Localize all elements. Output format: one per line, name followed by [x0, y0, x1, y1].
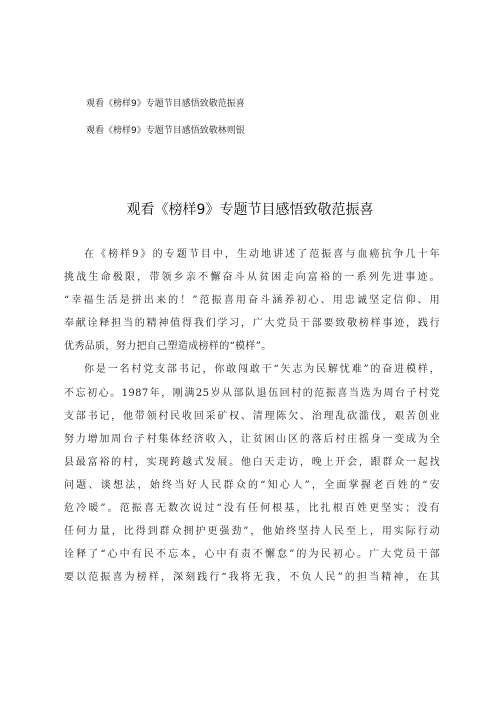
toc-item-2[interactable]: 观看《榜样9》专题节目感悟致敬林则银	[86, 126, 245, 136]
paragraph-line: 优秀品质，努力把自己塑造成榜样的“模样”。	[64, 341, 272, 353]
paragraph-line: 在《榜样9》的专题节目中，生动地讲述了范振喜与血癌抗争几十年	[84, 249, 440, 260]
paragraph-line: 不忘初心。1987年，刚满25岁从部队退伍回村的范振喜当选为周台子村党	[64, 387, 440, 399]
paragraph-line: 你是一名村党支部书记，你敢闯敢干“矢志为民解忧难”的奋进模样，	[84, 364, 440, 376]
document-body	[64, 243, 440, 589]
paragraph-line: 挑战生命极限，带领乡亲不懈奋斗从贫困走向富裕的一系列先进事迹。	[64, 272, 440, 284]
paragraph-line: “幸福生活是拼出来的！”范振喜用奋斗涵养初心、用忠诚坚定信仰、用	[64, 295, 440, 307]
paragraph-line: 努力增加周台子村集体经济收入，让贫困山区的落后村庄摇身一变成为全	[64, 433, 440, 445]
paragraph-line: 问题、谈想法，始终当好人民群众的“知心人”，全面掌握老百姓的“安	[64, 479, 440, 491]
paragraph-line: 支部书记，他带领村民收回采矿权、清理陈欠、治理乱砍滥伐，艰苦创业	[64, 410, 440, 422]
paragraph-line: 任何力量，比得到群众拥护更强劲”，他始终坚持人民至上，用实际行动	[64, 526, 440, 538]
paragraph-line: 危冷暖”。范振喜无数次说过“没有任何根基，比扎根百姓更坚实；没有	[64, 503, 440, 515]
table-of-contents	[86, 98, 446, 152]
document-title: 观看《榜样9》专题节目感悟致敬范振喜	[126, 202, 374, 218]
paragraph-line: 诠释了“心中有民不忘本，心中有责不懈怠”的为民初心。广大党员干部	[64, 549, 440, 561]
paragraph-line: 县最富裕的村，实现跨越式发展。他白天走访，晚上开会，跟群众一起找	[64, 456, 440, 468]
paragraph-line: 奉献诠释担当的精神值得我们学习，广大党员干部要致敬榜样事迹，践行	[64, 318, 440, 330]
paragraph-line: 要以范振喜为榜样，深刻践行“我将无我，不负人民”的担当精神，在其	[64, 572, 440, 584]
toc-item-1[interactable]: 观看《榜样9》专题节目感悟致敬范振喜	[86, 99, 245, 109]
